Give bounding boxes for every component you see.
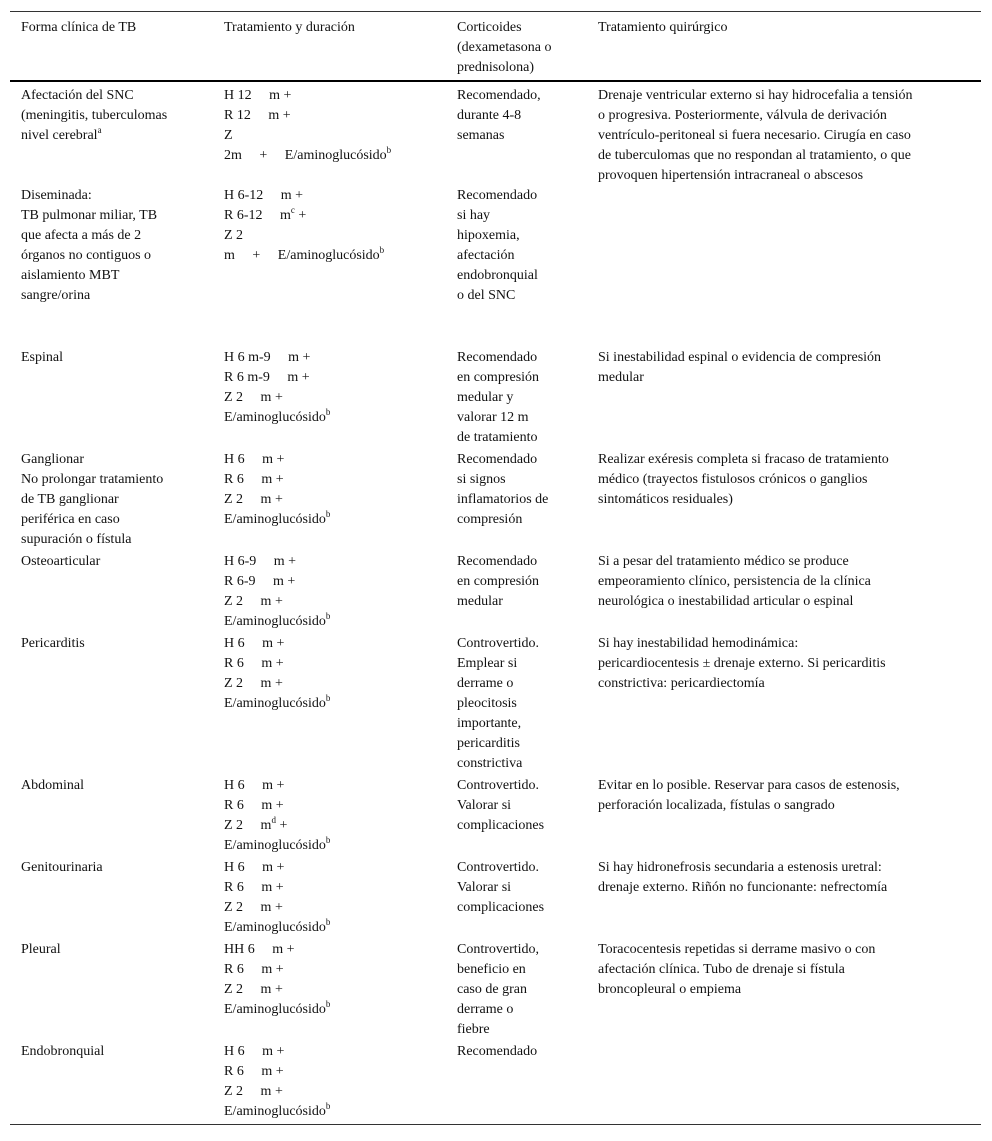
cell-line [224,490,449,510]
footnote-marker: b [386,145,392,155]
line-text: Espinal [21,350,63,365]
line-text: periférica en caso [21,512,120,527]
cell-line [224,226,449,246]
table-row [10,344,981,446]
cell-line [21,940,216,960]
cell-line [21,126,216,146]
cell-line [224,1000,449,1020]
line-text: Osteoarticular [21,554,101,569]
line-text: supuración o fístula [21,532,132,547]
table-row [10,182,981,344]
footnote-marker: b [325,509,331,519]
line-text: Z 2 m + [224,594,283,609]
cell-tratamiento-quirurgico: Drenaje ventricular externo si hay hidrocefalia a tensión o progresiva. Posteriormente, válvula de derivación ventrículo-peritoneal si fuera necesario. Cirugía en caso de tuberculomas que no respondan al tratamiento, o que provoquen hipertensión intracraneal o abscesos [598,88,913,183]
cell-line [21,186,216,206]
cell-line [224,246,449,266]
cell-tratamiento [224,186,449,266]
line-text: Diseminada: [21,188,92,203]
table-row [10,936,981,1038]
cell-line [224,776,449,796]
line-text: Z 2 m + [224,676,283,691]
cell-line [224,858,449,878]
table-body [10,82,981,1124]
cell-forma-clinica [21,348,216,368]
line-text: Pleural [21,942,61,957]
line-text: aislamiento MBT [21,268,120,283]
tb-treatment-table [10,11,981,1125]
cell-line [21,470,216,490]
footnote-marker: b [325,835,331,845]
table-row [10,630,981,772]
line-text: de TB ganglionar [21,492,119,507]
cell-line [224,592,449,612]
cell-line [224,186,449,206]
cell-line [224,470,449,490]
cell-forma-clinica [21,1042,216,1062]
cell-line [21,490,216,510]
cell-line [224,1082,449,1102]
line-text: HH 6 m + [224,942,295,957]
cell-line [21,286,216,306]
cell-forma-clinica [21,858,216,878]
cell-forma-clinica [21,776,216,796]
line-text: órganos no contiguos o [21,248,152,263]
cell-line [224,980,449,1000]
cell-line [224,918,449,938]
cell-tratamiento-quirurgico: Si hay inestabilidad hemodinámica: pericardiocentesis ± drenaje externo. Si pericarditis constrictiva: pericardiectomía [598,636,886,691]
cell-line [224,368,449,388]
cell-tratamiento [224,1042,449,1122]
cell-tratamiento [224,776,449,856]
line-suffix: + [294,208,307,223]
line-text: R 12 m + [224,108,291,123]
cell-line [224,940,449,960]
cell-corticoides: Recomendado en compresión medular y valorar 12 m de tratamiento [457,350,540,445]
table-row [10,854,981,936]
cell-line [21,226,216,246]
line-text: Z 2 m + [224,492,283,507]
line-text: E/aminoglucósido [224,1002,326,1017]
line-text: H 6-9 m + [224,554,297,569]
line-text: E/aminoglucósido [224,696,326,711]
cell-forma-clinica [21,450,216,550]
table-row [10,772,981,854]
cell-line [21,776,216,796]
cell-tratamiento [224,348,449,428]
cell-line [224,1102,449,1122]
cell-line [224,612,449,632]
line-text: R 6 m + [224,1064,284,1079]
line-text: No prolongar tratamiento [21,472,164,487]
line-text: Endobronquial [21,1044,105,1059]
cell-tratamiento-quirurgico: Toracocentesis repetidas si derrame masivo o con afectación clínica. Tubo de drenaje si fístula broncopleural o empiema [598,942,876,997]
footnote-marker: b [379,245,385,255]
cell-forma-clinica [21,552,216,572]
cell-line [224,674,449,694]
line-text: H 6 m + [224,778,285,793]
cell-corticoides: Controvertido. Valorar si complicaciones [457,778,545,833]
cell-line [224,146,449,166]
cell-line [21,530,216,550]
cell-line [224,206,449,226]
line-text: R 6 m + [224,880,284,895]
cell-tratamiento [224,858,449,938]
cell-line [224,1042,449,1062]
footnote-marker: b [325,999,331,1009]
header-tratamiento: Tratamiento y duración [224,20,355,35]
footnote-marker: b [325,917,331,927]
line-text: Genitourinaria [21,860,103,875]
cell-corticoides: Recomendado si hay hipoxemia, afectación endobronquial o del SNC [457,188,538,303]
line-text: H 6 m + [224,636,285,651]
cell-line [224,388,449,408]
cell-tratamiento [224,940,449,1020]
line-text: Z 2 m [224,818,272,833]
line-text: H 6 m + [224,1044,285,1059]
cell-line [224,796,449,816]
cell-line [224,898,449,918]
line-text: E/aminoglucósido [224,614,326,629]
line-text: TB pulmonar miliar, TB [21,208,158,223]
cell-line [21,246,216,266]
line-text: Z 2 m + [224,982,283,997]
line-text: R 6 m + [224,472,284,487]
cell-line [224,106,449,126]
cell-tratamiento [224,634,449,714]
cell-line [224,960,449,980]
cell-line [224,816,449,836]
line-text: E/aminoglucósido [224,838,326,853]
cell-line [224,654,449,674]
header-forma-clinica: Forma clínica de TB [21,20,137,35]
cell-line [224,126,449,146]
line-suffix: + [275,818,288,833]
cell-line [21,86,216,106]
cell-tratamiento-quirurgico: Si hay hidronefrosis secundaria a estenosis uretral: drenaje externo. Riñón no funcionante: nefrectomía [598,860,888,895]
cell-forma-clinica [21,634,216,654]
line-text: que afecta a más de 2 [21,228,142,243]
line-text: R 6 m-9 m + [224,370,310,385]
cell-tratamiento [224,86,449,166]
cell-line [21,266,216,286]
cell-forma-clinica [21,940,216,960]
line-text: Z 2 m + [224,900,283,915]
line-text: H 6 m + [224,860,285,875]
line-text: E/aminoglucósido [224,410,326,425]
line-text: E/aminoglucósido [224,512,326,527]
cell-line [224,552,449,572]
cell-corticoides: Recomendado, durante 4-8 semanas [457,88,541,143]
footnote-marker: c [290,205,295,215]
cell-line [224,408,449,428]
cell-tratamiento [224,552,449,632]
line-text: R 6 m + [224,656,284,671]
cell-line [224,510,449,530]
cell-line [224,836,449,856]
line-text: sangre/orina [21,288,91,303]
cell-line [21,206,216,226]
footnote-marker: b [325,407,331,417]
cell-line [224,572,449,592]
cell-line [21,858,216,878]
line-text: E/aminoglucósido [224,1104,326,1119]
footnote-marker: d [271,815,276,825]
cell-line [21,348,216,368]
table-row [10,548,981,630]
footnote-marker: b [325,611,331,621]
line-text: Z 2 m + [224,390,283,405]
line-text: nivel cerebral [21,128,98,143]
table-row [10,446,981,548]
header-tratamiento-quirurgico: Tratamiento quirúrgico [598,20,728,35]
line-text: 2m + E/aminoglucósido [224,148,387,163]
line-text: H 12 m + [224,88,292,103]
line-text: H 6 m + [224,452,285,467]
cell-line [224,86,449,106]
line-text: Ganglionar [21,452,84,467]
cell-line [224,348,449,368]
table-header-row [10,12,981,82]
line-text: R 6-9 m + [224,574,296,589]
cell-line [21,1042,216,1062]
line-text: Pericarditis [21,636,85,651]
footnote-marker: b [325,693,331,703]
line-text: E/aminoglucósido [224,920,326,935]
cell-tratamiento-quirurgico: Si a pesar del tratamiento médico se produce empeoramiento clínico, persistencia de la clínica neurológica o inestabilidad articular o espinal [598,554,871,609]
cell-corticoides: Controvertido. Emplear si derrame o pleocitosis importante, pericarditis constrictiva [457,636,540,771]
cell-tratamiento-quirurgico: Si inestabilidad espinal o evidencia de compresión medular [598,350,882,385]
cell-corticoides: Recomendado [457,1044,538,1059]
cell-corticoides: Recomendado en compresión medular [457,554,540,609]
cell-forma-clinica [21,86,216,146]
line-text: R 6 m + [224,798,284,813]
cell-tratamiento-quirurgico: Realizar exéresis completa si fracaso de tratamiento médico (trayectos fistulosos crónicos o ganglios sintomáticos residuales) [598,452,889,507]
cell-line [224,450,449,470]
line-text: Z 2 [224,228,244,243]
cell-line [21,552,216,572]
cell-forma-clinica [21,186,216,306]
cell-tratamiento [224,450,449,530]
line-text: Afectación del SNC [21,88,134,103]
line-text: R 6 m + [224,962,284,977]
line-text: Z 2 m + [224,1084,283,1099]
line-text: R 6-12 m [224,208,291,223]
cell-corticoides: Controvertido, beneficio en caso de gran derrame o fiebre [457,942,540,1037]
cell-line [21,634,216,654]
line-text: (meningitis, tuberculomas [21,108,168,123]
line-text: H 6-12 m + [224,188,304,203]
cell-line [21,450,216,470]
line-text: H 6 m-9 m + [224,350,311,365]
line-text: m + E/aminoglucósido [224,248,380,263]
line-text: Abdominal [21,778,84,793]
cell-line [224,878,449,898]
cell-line [224,694,449,714]
footnote-marker: b [325,1101,331,1111]
cell-line [224,1062,449,1082]
footnote-marker: a [97,125,102,135]
line-text: Z [224,128,233,143]
cell-line [224,634,449,654]
cell-tratamiento-quirurgico: Evitar en lo posible. Reservar para casos de estenosis, perforación localizada, fístulas o sangrado [598,778,900,813]
cell-line [21,106,216,126]
cell-line [21,510,216,530]
cell-corticoides: Controvertido. Valorar si complicaciones [457,860,545,915]
cell-corticoides: Recomendado si signos inflamatorios de compresión [457,452,549,527]
table-row [10,82,981,182]
table-row [10,1038,981,1124]
header-corticoides: Corticoides (dexametasona o prednisolona) [457,20,552,75]
